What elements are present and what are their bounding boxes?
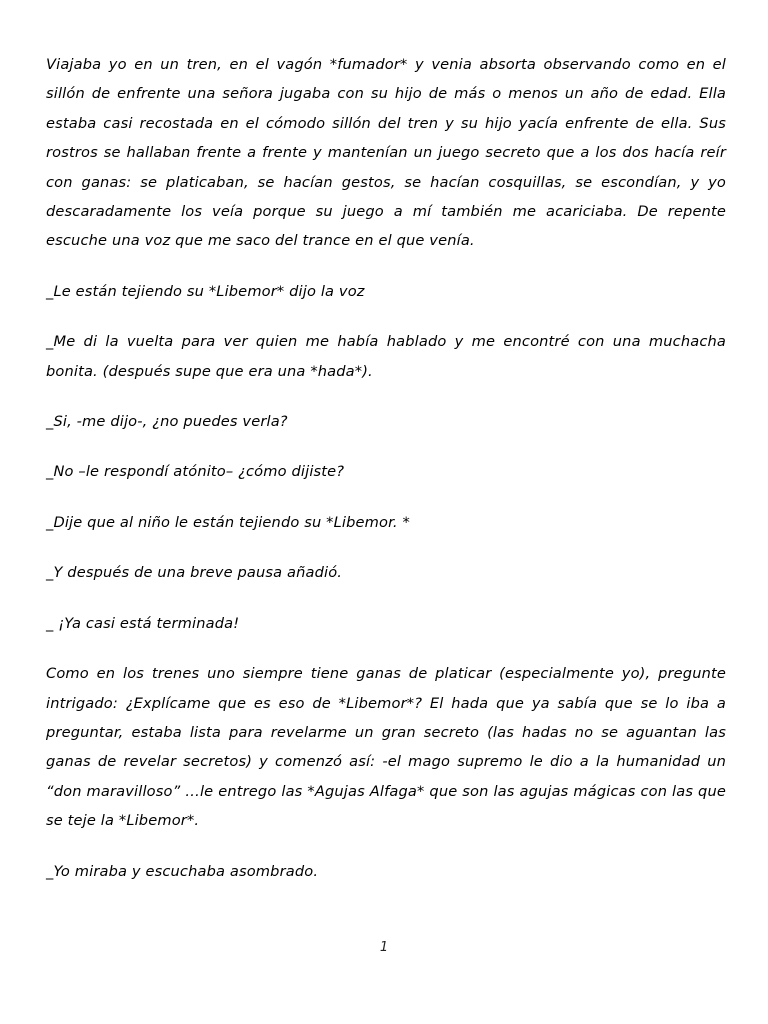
document-body [46, 50, 726, 886]
paragraph-dialogue-si: _Si, -me dijo-, ¿no puedes verla? [46, 413, 288, 431]
paragraph-dialogue-pausa: _Y después de una breve pausa añadió. [46, 564, 343, 582]
paragraph-dialogue-turned: _Me di la vuelta para ver quien me había hablado y me encontré con una muchacha bonita. (después supe que era una *hada*). [46, 333, 726, 380]
paragraph-dialogue-dije: _Dije que al niño le están tejiendo su *Libemor. * [46, 513, 410, 531]
paragraph-dialogue-voice: _Le están tejiendo su *Libemor* dijo la voz [46, 282, 365, 300]
paragraph-dialogue-asombrado: _Yo miraba y escuchaba asombrado. [46, 862, 319, 880]
page-number: 1 [379, 940, 389, 955]
paragraph-dialogue-no: _No –le respondí atónito– ¿cómo dijiste? [46, 463, 345, 481]
paragraph-dialogue-terminada: _ ¡Ya casi está terminada! [46, 614, 240, 632]
paragraph-narrative-libemor: Como en los trenes uno siempre tiene ganas de platicar (especialmente yo), pregunte intrigado: ¿Explícame que es eso de *Libemor*? El hada que ya sabía que se lo iba a preguntar, estaba lista para revelarme un gran secreto (las hadas no se aguantan las ganas de revelar secretos) y comenzó así: -el mago supremo le dio a la humanidad un “don maravilloso” …le entrego las *Agujas Alfaga* que son las agujas mágicas con las que se teje la *Libemor*. [46, 665, 726, 830]
paragraph-narrative-train: Viajaba yo en un tren, en el vagón *fumador* y venia absorta observando como en el sillón de enfrente una señora jugaba con su hijo de más o menos un año de edad. Ella estaba casi recostada en el cómodo sillón del tren y su hijo yacía enfrente de ella. Sus rostros se hallaban frente a frente y mantenían un juego secreto que a los dos hacía reír con ganas: se platicaban, se hacían gestos, se hacían cosquillas, se escondían, y yo descaradamente los veía porque su juego a mí también me acariciaba. De repente escuche una voz que me saco del trance en el que venía. [46, 56, 726, 250]
